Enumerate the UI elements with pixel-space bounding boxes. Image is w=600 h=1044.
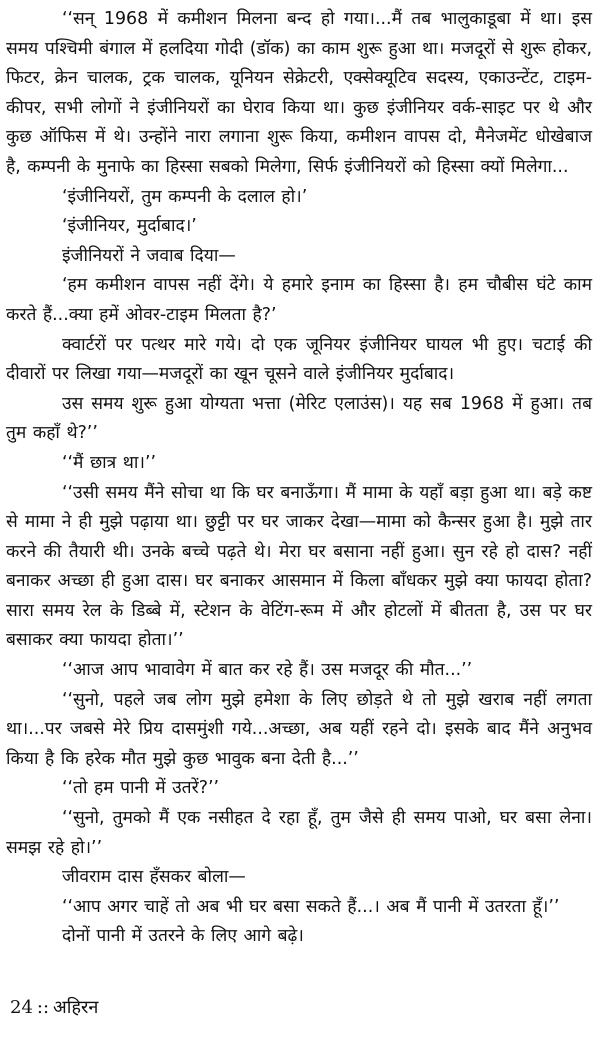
paragraph-3: ‘इंजीनियर, मुर्दाबाद।’	[62, 216, 197, 237]
paragraph-12: ‘‘तो हम पानी में उतरें?’’	[62, 778, 219, 799]
paragraph-7: उस समय शुरू हुआ योग्यता भत्ता (मेरिट एलाउंस)। यह सब 1968 में हुआ। तब तुम कहाँ थे?’’	[6, 393, 592, 444]
paragraph-10: ‘‘आज आप भावावेग में बात कर रहे हैं। उस मजदूर की मौत...’’	[62, 660, 473, 681]
book-title: अहिरन	[53, 997, 99, 1018]
paragraph-4: इंजीनियरों ने जवाब दिया—	[62, 245, 236, 266]
paragraph-15: ‘‘आप अगर चाहें तो अब भी घर बसा सकते हैं...। अब मैं पानी में उतरता हूँ।’’	[62, 896, 560, 917]
paragraph-16: दोनों पानी में उतरने के लिए आगे बढ़े।	[62, 926, 304, 947]
footer-separator: ::	[36, 997, 50, 1018]
paragraph-13: ‘‘सुनो, तुमको मैं एक नसीहत दे रहा हूँ, तुम जैसे ही समय पाओ, घर बसा लेना। समझ रहे हो।’’	[6, 808, 592, 858]
paragraph-5: ‘हम कमीशन वापस नहीं देंगे। ये हमारे इनाम का हिस्सा है। हम चौबीस घंटे काम करते हैं...क्या हमें ओवर-टाइम मिलता है?’	[6, 275, 592, 325]
paragraph-11: ‘‘सुनो, पहले जब लोग मुझे हमेशा के लिए छोड़ते थे तो मुझे खराब नहीं लगता था।...पर जबसे मेरे प्रिय दासमुंशी गये...अच्छा, अब यहीं रहने दो। इसके बाद मैंने अनुभव किया है कि हरेक मौत मुझे कुछ भावुक बना देती है...’’	[6, 689, 592, 769]
page-number: 24	[10, 997, 33, 1018]
paragraph-1: ‘‘सन् 1968 में कमीशन मिलना बन्द हो गया।...मैं तब भालुकाडूबा में था। इस समय पश्चिमी बंगाल में हलदिया गोदी (डॉक) का काम शुरू हुआ था। मजदूरों से शुरू होकर, फिटर, क्रेन चालक, ट्रक चालक, यूनियन सेक्रेटरी, एक्सेक्यूटिव सदस्य, एकाउन्टेंट, टाइम-कीपर, सभी लोगों ने इंजीनियरों का घेराव किया था। कुछ इंजीनियर वर्क-साइट पर थे और कुछ ऑफिस में थे। उन्होंने नारा लगाना शुरू किया, कमीशन वापस दो, मैनेजमेंट धोखेबाज है, कम्पनी के मुनाफे का हिस्सा सबको मिलेगा, सिर्फ इंजीनियरों को हिस्सा क्यों मिलेगा...	[6, 9, 592, 177]
page-footer	[10, 994, 98, 1022]
paragraph-2: ‘इंजीनियरों, तुम कम्पनी के दलाल हो।’	[62, 186, 308, 207]
paragraph-9: ‘‘उसी समय मैंने सोचा था कि घर बनाऊँगा। मैं मामा के यहाँ बड़ा हुआ था। बड़े कष्ट से मामा ने ही मुझे पढ़ाया था। छुट्टी पर घर जाकर देखा—मामा को कैन्सर हुआ है। मुझे तार करने की तैयारी थी। उनके बच्चे पढ़ते थे। मेरा घर बसाना नहीं हुआ। सुन रहे हो दास? नहीं बनाकर अच्छा ही हुआ दास। घर बनाकर आसमान में किला बाँधकर मुझे क्या फायदा होता? सारा समय रेल के डिब्बे में, स्टेशन के वेटिंग-रूम में और होटलों में बीतता है, उस पर घर बसाकर क्या फायदा होता।’’	[6, 482, 592, 651]
paragraph-8: ‘‘मैं छात्र था।’’	[62, 452, 157, 473]
paragraph-6: क्वार्टरों पर पत्थर मारे गये। दो एक जूनियर इंजीनियर घायल भी हुए। चटाई की दीवारों पर लिखा गया—मजदूरों का खून चूसने वाले इंजीनियर मुर्दाबाद।	[6, 334, 592, 385]
body-text	[6, 5, 592, 952]
paragraph-14: जीवराम दास हँसकर बोला—	[62, 867, 246, 888]
